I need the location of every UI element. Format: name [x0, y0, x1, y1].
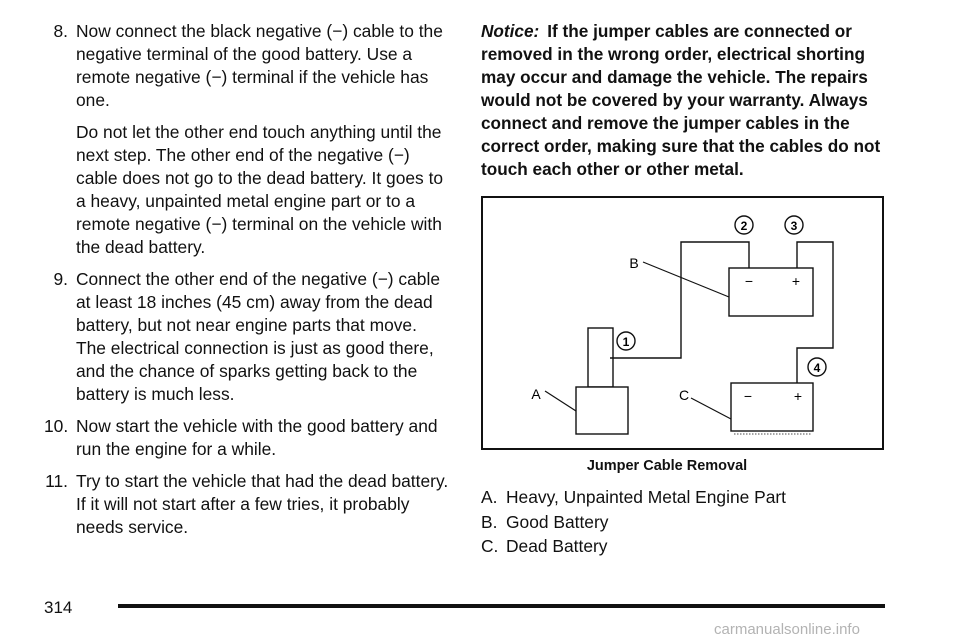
notice-block [481, 20, 891, 181]
step-text: Try to start the vehicle that had the dead battery. If it will not start after a few tries, it probably needs service. [76, 471, 449, 537]
good-battery-negative: − [744, 273, 754, 289]
step-number: 11. [45, 471, 68, 491]
step-text: Now start the vehicle with the good battery and run the engine for a while. [76, 416, 438, 459]
legend-text: Good Battery [506, 511, 609, 532]
dead-battery-positive: + [793, 388, 803, 404]
watermark: carmanualsonline.info [714, 621, 860, 638]
step-number: 8. [53, 21, 68, 41]
step-item [44, 415, 450, 461]
notice-text: If the jumper cables are connected or removed in the wrong order, electrical shorting may occur and damage the vehicle. The repairs would not be covered by your warranty. Always connect and remove the jumper cables in the correct order, making sure that the cables do not touch each other or other metal. [481, 21, 881, 179]
step-marker-4: 4 [813, 361, 821, 375]
step-marker-2: 2 [740, 219, 748, 233]
footer-rule [118, 604, 885, 608]
legend-item [481, 534, 786, 559]
engine-part-post [588, 328, 613, 387]
legend-item [481, 510, 786, 535]
figure-legend [481, 485, 786, 559]
step-item [44, 470, 450, 539]
leader-line-c [691, 398, 731, 419]
legend-key: B. [481, 511, 498, 532]
label-a: A [531, 386, 541, 402]
jumper-cable-diagram [481, 196, 884, 450]
leader-line-b [643, 262, 729, 297]
label-b: B [629, 255, 639, 271]
label-c: C [678, 387, 690, 403]
page-number: 314 [44, 598, 73, 617]
notice-paragraph [481, 20, 891, 181]
step-marker-1: 1 [622, 335, 630, 349]
step-number: 10. [44, 416, 69, 436]
instruction-steps [44, 20, 450, 548]
leader-line-a [545, 391, 576, 411]
step-marker-3: 3 [790, 219, 798, 233]
notice-lead: Notice: [481, 21, 540, 41]
step-text: Now connect the black negative (−) cable to the negative terminal of the good battery. Use a remote negative (−) terminal if the vehicle has one. [76, 21, 443, 110]
legend-key: C. [481, 536, 499, 556]
legend-text: Dead Battery [506, 536, 608, 556]
figure-caption: Jumper Cable Removal [586, 458, 748, 474]
engine-part-block [576, 387, 628, 434]
good-battery-positive: + [791, 273, 801, 289]
legend-item [481, 485, 786, 510]
step-text: Connect the other end of the negative (−) cable at least 18 inches (45 cm) away from the dead battery, but not near engine parts that move. The electrical connection is just as good there, and the chance of sparks getting back to the battery is much less. [76, 269, 440, 404]
dead-battery-negative: − [743, 388, 753, 404]
step-item [44, 20, 450, 259]
step-text: Do not let the other end touch anything until the next step. The other end of the negative (−) cable does not go to the dead battery. It goes to a heavy, unpainted metal engine part or to a remote negative (−) terminal on the vehicle with the dead battery. [76, 122, 444, 257]
diagram-drawing [483, 198, 886, 452]
good-battery [729, 268, 813, 316]
step-item [44, 268, 450, 406]
step-number: 9. [53, 269, 68, 289]
legend-text: Heavy, Unpainted Metal Engine Part [506, 487, 787, 507]
legend-key: A. [481, 487, 498, 507]
